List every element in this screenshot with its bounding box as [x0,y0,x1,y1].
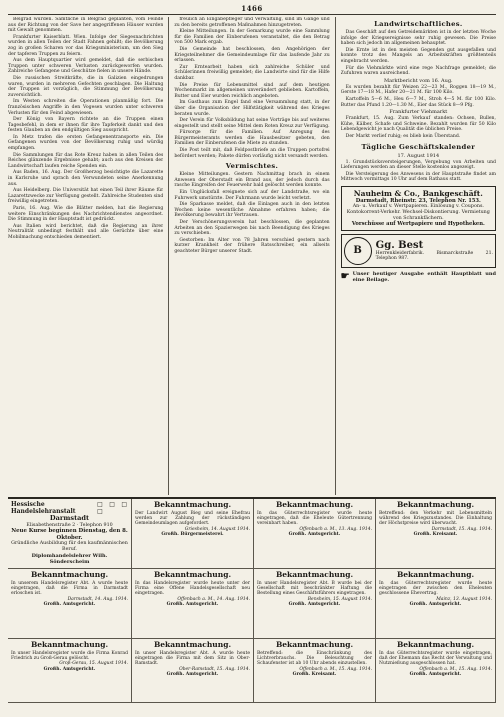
col1-paragraph: Aus Baden, 16. Aug. Der Großherzog besichtigte die Lazarette in Karlsruhe und sprach den Verwundeten seine Anerkennung aus. [8,170,164,187]
school-city: Darmstadt [49,514,90,522]
col1-paragraph: Aus Italien wird berichtet, daß die Regierung an ihrer Neutralität unbedingt festhält und alle Gerüchte über eine Mobilmachung entschieden dementiert. [8,223,164,240]
bank-address: Darmstadt, Rheinstr. 23, Telephon Nr. 153. [355,197,481,204]
school-course-start: Neue Kurse beginnen Dienstag, den 8. Oktober. [11,528,128,541]
notice [376,499,496,569]
notice-title: Bekanntmachung. [396,570,475,579]
business-calendar-heading: Tägliche Geschäftskalender [361,142,476,151]
notice-place-date: Offenbach a. M., 14. Aug. 1914. [177,596,250,602]
notice-authority: Großh. Kreisamt. [413,532,458,538]
school-description: Gründliche Ausbildung für den kaufmännischen Beruf. [11,541,128,552]
notice [376,569,496,639]
col2-paragraph: Die Post teilt mit, daß Feldpostbriefe an die Truppen portofrei befördert werden; Pakete dürfen vorläufig nicht versandt werden. [174,148,330,159]
school-address: Elisabethenstraße 2 · Telephon 910 [26,522,113,528]
notice-title: Bekanntmachung. [153,640,232,649]
best-logo: B [344,237,372,265]
col2-paragraph: Die Gemeinde hat beschlossen, den Angehörigen der Kriegsteilnehmer die Gemeindeumlage für das laufende Jahr zu erlassen. [174,46,330,64]
notice-text: In das Güterrechtsregister wurde heute eingetragen der zwischen den Eheleuten geschlossene Ehevertrag. [379,580,492,597]
pointing-hand-icon: ☛ [340,270,350,282]
notice-text: Betreffend: den Verkehr mit Lebensmitteln während des Kriegszustandes. Die Einhaltung der Höchstpreise wird überwacht. [379,510,492,527]
notice [132,639,254,703]
col1-paragraph: Die Sammlungen für das Rote Kreuz haben in allen Teilen des Reiches glänzende Ergebnisse gehabt; auch aus den Kreisen der Landwirtschaft laufen reiche Spenden ein. [8,152,164,169]
notice-title: Bekanntmachung. [30,570,109,579]
cattle-market-text: Der Markt verlief ruhig; es blieb kein Überstand. [345,133,461,139]
col2-paragraph: Fürsorge für die Familien. Auf Anregung des Bürgermeisteramts werden die Hausbesitzer gebeten, den Familien der Einberufenen die Miete zu stunden. [174,130,330,147]
best-advertisement [341,234,496,268]
bank-footer: Vorschüsse auf Wertpapiere und Hypotheken. [351,221,485,228]
business-calendar-text: Die Versteigerung des Anwesens in der Hauptstraße findet am Mittwoch vormittags 10 Uhr auf dem Rathaus statt. [340,171,496,183]
best-name: Gg. Best [375,239,424,251]
notice-text: In das Handelsregister wurde heute unter der Firma eine Offene Handelsgesellschaft neu eingetragen. [135,580,250,597]
notice-title: Bekanntmachung. [153,570,232,579]
notice-place-date: Griesheim, 14. August 1914. [184,526,250,532]
best-text: Herrenkleiderfabrik. Bismarckstraße 21. Telephon 987. [375,250,493,262]
col1-paragraph: In Metz trafen die ersten Gefangenentransporte ein. Die Gefangenen wurden von der Bevölkerung ruhig und würdig empfangen. [8,134,164,152]
notice-authority: Großh. Amtsgericht. [43,602,96,608]
market-report-text: Es wurden bezahlt für Weizen 22—23 M., Roggen 18—19 M., Gerste 17—18 M., Hafer 20—21 M. für 100 Kilo. [340,84,496,96]
col2-paragraph: Die Preise für Lebensmittel sind auf dem heutigen Wochenmarkt im allgemeinen unverändert geblieben. Kartoffeln, Butter und Eier wurden reichlich angeboten. [174,82,330,99]
notice [254,639,376,703]
notice-authority: Großh. Amtsgericht. [409,672,462,678]
notice-text: Der Landwirt August Bieg und seine Ehefrau werden zur Zahlung der rückständigen Gemeindeumlagen aufgefordert. [135,510,250,527]
col1-paragraph: Frankfurter Kaiserblatt. Wien. Infolge der Siegesnachrichten wurden in allen Teilen der Stadt Fahnen gehißt; die Bevölkerung zog in großen Scharen vor das Kriegsministerium, um den Sieg der tapferen Truppen zu feiern. [8,34,164,57]
notice-place-date: Bensheim, 15. August 1914. [307,596,372,602]
column-divider [168,17,169,495]
notice [132,569,254,639]
col2-paragraph: Zur Erntearbeit haben sich zahlreiche Schüler und Schülerinnen freiwillig gemeldet; die Landwirte sind für die Hilfe dankbar. [174,64,330,81]
notice-text: In unser Handelsregister wurde die Firma Konrad Friedrich zu Groß-Gerau gelöscht. [11,650,128,661]
market-report-heading: Marktbericht vom 16. Aug. [384,77,453,84]
notice-text: In unser Handelsregister Abt. A wurde heute eingetragen die Firma mit dem Sitz in Ober-Ramstadt. [135,650,250,667]
notice-place-date: Groß-Gerau, 15. August 1914. [59,661,128,667]
notice-place-date: Offenbach a. M., 15. Aug. 1914. [419,666,492,672]
col1-paragraph: Aus dem Hauptquartier wird gemeldet, daß die serbischen Truppen unter schweren Verlusten zurückgeworfen wurden. Zahlreiche Gefangene und Geschütze fielen in unsere Hände. [8,58,164,75]
col2-paragraph: Kleine Mitteilungen. Gestern Nachmittag brach in einem Anwesen der Oberstadt ein Brand aus, der jedoch durch das rasche Eingreifen der Feuerwehr bald gelöscht werden konnte. [174,172,330,189]
notice-place-date: Darmstadt, 14. Aug. 1914. [67,596,128,602]
col3-paragraph: Die Ernte ist in den meisten Gegenden gut ausgefallen und konnte trotz des Mangels an Arbeitskräften größtenteils eingebracht werden. [340,47,496,64]
notice [8,569,132,639]
notice-title: Bekanntmachung. [30,640,109,649]
col3-paragraph: Das Geschäft auf den Getreidemärkten ist in der letzten Woche infolge der Kriegsereignisse sehr ruhig gewesen. Die Preise haben sich jedoch im allgemeinen behauptet. [340,30,496,47]
column-2 [174,17,329,495]
cattle-market-heading: Frankfurter Viehmarkt [389,109,448,116]
col3-paragraph: Für die Viehmärkte wird eine rege Nachfrage gemeldet; die Zufuhren waren ausreichend. [340,65,496,77]
market-report-text: Kartoffeln 5—6 M., Heu 6—7 M., Stroh 4—5 M. für 100 Kilo. Butter das Pfund 1.20—1.30 M., Eier das Stück 8—9 Pfg. [340,96,496,108]
notice-place-date: Darmstadt, 15. Aug. 1914. [431,526,492,532]
notice [132,499,254,569]
business-calendar-date: 17. August 1914 [397,152,440,159]
column-3 [341,17,496,495]
notice [8,639,132,703]
notice-text: In unserem Handelsregister Abt. A wurde heute eingetragen, daß die Firma in Darmstadt erloschen ist. [11,580,128,597]
notice-text: Betreffend: die Einschränkung des Lichtverbrauchs. Die Beleuchtung der Schaufenster ist ab 10 Uhr abends einzustellen. [257,650,372,667]
notice [254,499,376,569]
notice-title: Bekanntmachung. [153,500,232,509]
notice-title: Bekanntmachung. [396,640,475,649]
page-number: 1466 [241,4,263,13]
notice-text: In das Güterrechtsregister wurde eingetragen, daß der Ehemann das Recht der Verwaltung und Nutznießung ausgeschlossen hat. [379,650,492,667]
notice-title: Bekanntmachung. [275,640,354,649]
col2-paragraph: Die Sparkasse meldet, daß die Einlagen auch in den letzten Wochen keine wesentliche Abnahme erfahren haben; die Bevölkerung bewahrt ihr Vertrauen. [174,202,330,219]
col1-paragraph: Aus Heidelberg. Die Universität hat einen Teil ihrer Räume für Lazarettzwecke zur Verfügung gestellt. Zahlreiche Studenten sind freiwillig eingetreten. [8,188,164,205]
school-banner-text: Hessische Handelslehranstalt [11,501,76,515]
header-rule [8,14,496,15]
notice-authority: Großh. Amtsgericht. [43,666,96,672]
col2-paragraph: freulich an Eingabepfleger und Verwaltung, sind im Gange und zu den bereits getroffenen Maßnahmen hinzugetreten. [174,17,330,28]
notice-authority: Großh. Amtsgericht. [166,602,219,608]
section-heading-misc: Vermischtes. [225,162,279,171]
business-calendar-text: 1. Grundstücksversteigerungen, Vergebung von Arbeiten und Lieferungen werden an dieser Stelle kostenlos angezeigt. [340,159,496,171]
school-director: Diplomhandelslehrer Wilh. Sönderscheim [31,552,108,565]
decorative-squares: □ □ □ □ [97,501,128,515]
notice-place-date: Ober-Ramstadt, 15. Aug. 1914. [178,666,250,672]
notice-title: Bekanntmachung. [275,570,354,579]
col2-paragraph: Ein Unglücksfall ereignete sich auf der Landstraße, wo ein Fuhrwerk umstürzte. Der Fuhrmann wurde leicht verletzt. [174,190,330,201]
col1-paragraph: Im Westen schreiten die Operationen planmäßig fort. Die französischen Angriffe in den Vogesen wurden unter schweren Verlusten für den Feind abgewiesen. [8,99,164,116]
bank-services: An- u. Verkauf v. Wertpapieren. Einlösung v. Coupons. Kontokorrent-Verkehr. Wechsel-Diskontierung. Vermietung von Schrankfächern. [346,204,490,221]
column-divider [335,17,336,495]
col2-paragraph: Gestorben: Im Alter von 78 Jahren verschied gestern nach kurzer Krankheit der frühere Ratsschreiber, ein allseits geachteter Bürger unserer Stadt. [174,237,330,254]
notice-place-date: Offenbach a. M., 13. Aug. 1914. [299,526,372,532]
col2-paragraph: Der Verein für Volksbildung hat seine Vorträge bis auf weiteres eingestellt und stellt seine Mittel dem Roten Kreuz zur Verfügung. [174,118,330,129]
notice-title: Bekanntmachung. [275,500,354,509]
col1-paragraph: Die russischen Streitkräfte, die in Galizien eingedrungen waren, wurden in mehreren Gefechten geschlagen. Die Haltung der Truppen ist vorzüglich, die Stimmung der Bevölkerung zuversichtlich. [8,75,164,98]
col2-paragraph: Im Gasthaus zum Engel fand eine Versammlung statt, in der über die Organisation der Hilfstätigkeit während des Krieges beraten wurde. [174,100,330,117]
issue-notice [341,271,496,283]
notice-authority: Großh. Bürgermeisterei. [161,532,224,538]
announcements-grid [8,497,496,703]
notice-authority: Großh. Amtsgericht. [288,602,341,608]
school-advertisement [8,499,132,569]
notice-authority: Großh. Amtsgericht. [166,672,219,678]
upper-columns [8,17,496,495]
school-banner [11,501,128,515]
notice-place-date: Mainz, 13. August 1914. [436,596,492,602]
notice [376,639,496,703]
col1-paragraph: Belgrad wurden. Sämtliche in Belgrad geplanten, vom Feinde aus der Richtung von der Save her angegriffenen Häuser wurden mit Gewalt genommen. [8,17,164,34]
notice-authority: Großh. Kreisamt. [292,672,337,678]
bank-advertisement [341,186,496,231]
bank-name: Nauheim & Co., Bankgeschäft. [353,188,483,198]
notice-authority: Großh. Amtsgericht. [409,602,462,608]
notice [254,569,376,639]
notice-title: Bekanntmachung. [396,500,475,509]
col1-paragraph: Der König von Bayern richtete an die Truppen einen Tagesbefehl, in dem er ihnen für ihre Tapferkeit dankt und den festen Glauben an den endgültigen Sieg ausspricht. [8,117,164,134]
col1-paragraph: Paris, 16. Aug. Wie die Blätter melden, hat die Regierung weitere Einschränkungen des Nachrichtendienstes angeordnet. Die Stimmung in der Hauptstadt ist gedrückt. [8,206,164,223]
section-heading-agriculture: Landwirtschaftliches. [374,20,463,28]
notice-text: In unser Handelsregister Abt. B wurde bei der Gesellschaft mit beschränkter Haftung die Bestellung eines Geschäftsführers eingetragen. [257,580,372,597]
cattle-market-text: Frankfurt, 15. Aug. Zum Verkauf standen: Ochsen, Bullen, Kühe, Kälber, Schafe und Schweine. Bezahlt wurden für 50 Kilo Lebendgewicht je nach Qualität die üblichen Preise. [340,116,496,133]
issue-notice-text: Unser heutiger Ausgabe enthält Hauptblatt und eine Beilage. [352,270,496,283]
notice-text: In das Güterrechtsregister wurde heute eingetragen, daß die Eheleute Gütertrennung vereinbart haben. [257,510,372,527]
col2-paragraph: Der Verschönerungsverein hat beschlossen, die geplanten Arbeiten an den Spazierwegen bis nach Beendigung des Krieges zu verschieben. [174,220,330,237]
notice-authority: Großh. Amtsgericht. [288,532,341,538]
column-1 [8,17,163,495]
col2-paragraph: Kleine Mitteilungen. In der Gemarkung wurde eine Sammlung für die Familien der Einberufenen veranstaltet, die den Betrag von 500 Mark ergab. [174,29,330,46]
notice-place-date: Offenbach a. M., 15. Aug. 1914. [299,666,372,672]
